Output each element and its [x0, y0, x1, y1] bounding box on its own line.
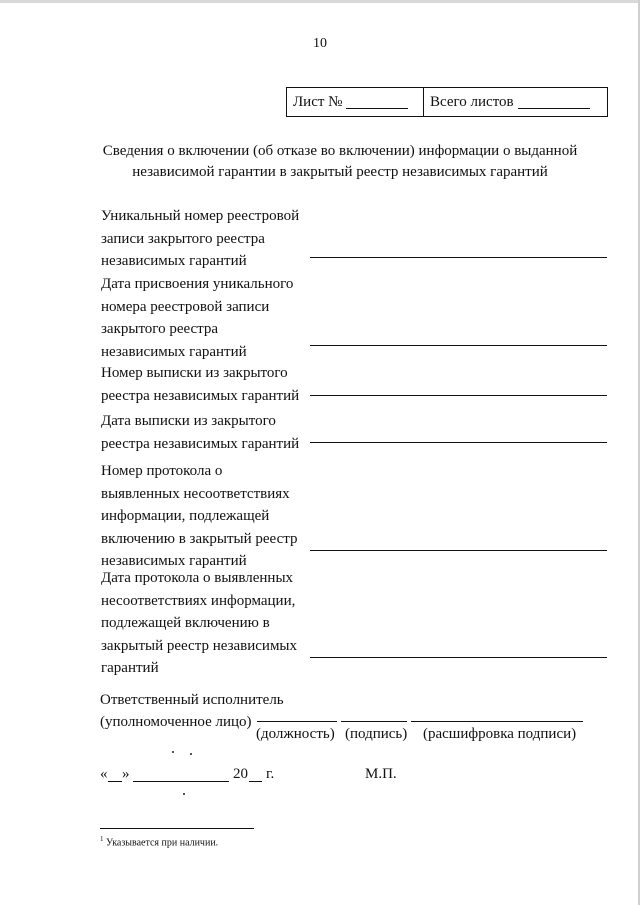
sheet-info-box	[286, 87, 608, 117]
month-line[interactable]	[133, 781, 229, 782]
field-label-protocol-number	[101, 460, 311, 573]
responsible-line: (уполномоченное лицо)	[100, 714, 252, 730]
title-line: независимой гарантии в закрытый реестр независимых гарантий	[132, 164, 548, 180]
total-sheets-label: Всего листов	[430, 93, 514, 110]
day-line[interactable]	[108, 781, 122, 782]
caption-signature-decoding: (расшифровка подписи)	[423, 726, 577, 742]
field-label-line: Уникальный номер реестровой	[101, 208, 300, 224]
field-label-extract-number	[101, 362, 311, 407]
field-label-line: независимых гарантий	[101, 343, 247, 360]
stamp-place-label: М.П.	[365, 766, 397, 782]
field-label-line: Номер протокола о	[101, 463, 223, 479]
field-input-line-extract-date[interactable]	[310, 442, 607, 443]
field-label-line: выявленных несоответствиях	[101, 485, 290, 502]
field-label-unique-number	[101, 205, 311, 273]
total-sheets-cell	[424, 88, 607, 116]
field-label-line: номера реестровой записи	[101, 298, 270, 315]
field-label-line: информации, подлежащей	[101, 508, 270, 524]
field-label-extract-date	[101, 410, 311, 455]
field-label-line: Дата присвоения уникального	[101, 276, 294, 292]
footnote-text: Указывается при наличии.	[106, 837, 219, 849]
title-line: Сведения о включении (об отказе во включении) информации о выданной	[102, 143, 578, 159]
total-sheets-blank[interactable]	[518, 95, 590, 109]
field-label-protocol-date	[101, 567, 311, 680]
responsible-line: Ответственный исполнитель	[100, 692, 284, 708]
field-input-line-extract-number[interactable]	[310, 395, 607, 396]
sheet-number-label: Лист №	[293, 93, 343, 110]
field-input-line-protocol-number[interactable]	[310, 550, 607, 551]
page-number: 10	[313, 36, 327, 51]
scan-speck	[172, 751, 174, 753]
sheet-number-cell	[287, 88, 424, 116]
year-suffix: г.	[266, 766, 275, 782]
signature-line[interactable]	[341, 721, 407, 722]
position-line[interactable]	[257, 721, 337, 722]
sheet-number-blank[interactable]	[346, 95, 408, 109]
field-label-line: независимых гарантий	[101, 553, 247, 569]
field-label-line: гарантий	[101, 660, 159, 676]
field-label-line: независимых гарантий	[101, 253, 247, 269]
field-label-assignment-date	[101, 273, 311, 363]
field-label-line: закрытого реестра	[101, 321, 219, 337]
footnote-separator	[100, 828, 254, 829]
field-label-line: Дата выписки из закрытого	[101, 413, 276, 429]
field-input-line-protocol-date[interactable]	[310, 657, 607, 658]
field-label-line: реестра независимых гарантий	[101, 387, 300, 404]
field-label-line: Номер выписки из закрытого	[101, 365, 288, 381]
date-open-quote: «	[100, 766, 108, 782]
field-input-line-unique-number[interactable]	[310, 257, 607, 258]
field-label-line: записи закрытого реестра	[101, 230, 265, 247]
footnote-mark: 1	[100, 835, 104, 843]
field-label-line: подлежащей включению в	[101, 615, 270, 631]
signature-decoding-line[interactable]	[411, 721, 583, 722]
scan-speck	[190, 753, 192, 755]
date-close-quote: »	[122, 766, 130, 782]
field-input-line-assignment-date[interactable]	[310, 345, 607, 346]
caption-position: (должность)	[256, 726, 335, 742]
field-label-line: несоответствиях информации,	[101, 592, 296, 609]
page-edge	[0, 0, 640, 3]
scan-speck	[183, 793, 185, 795]
year-prefix: 20	[233, 766, 248, 782]
field-label-line: реестра независимых гарантий	[101, 435, 300, 452]
footnote	[100, 835, 218, 848]
document-title	[80, 141, 600, 183]
field-label-line: включению в закрытый реестр	[101, 530, 298, 547]
caption-signature: (подпись)	[345, 726, 408, 742]
field-label-line: закрытый реестр независимых	[101, 637, 298, 654]
field-label-line: Дата протокола о выявленных	[101, 570, 294, 586]
year-line[interactable]	[249, 781, 262, 782]
